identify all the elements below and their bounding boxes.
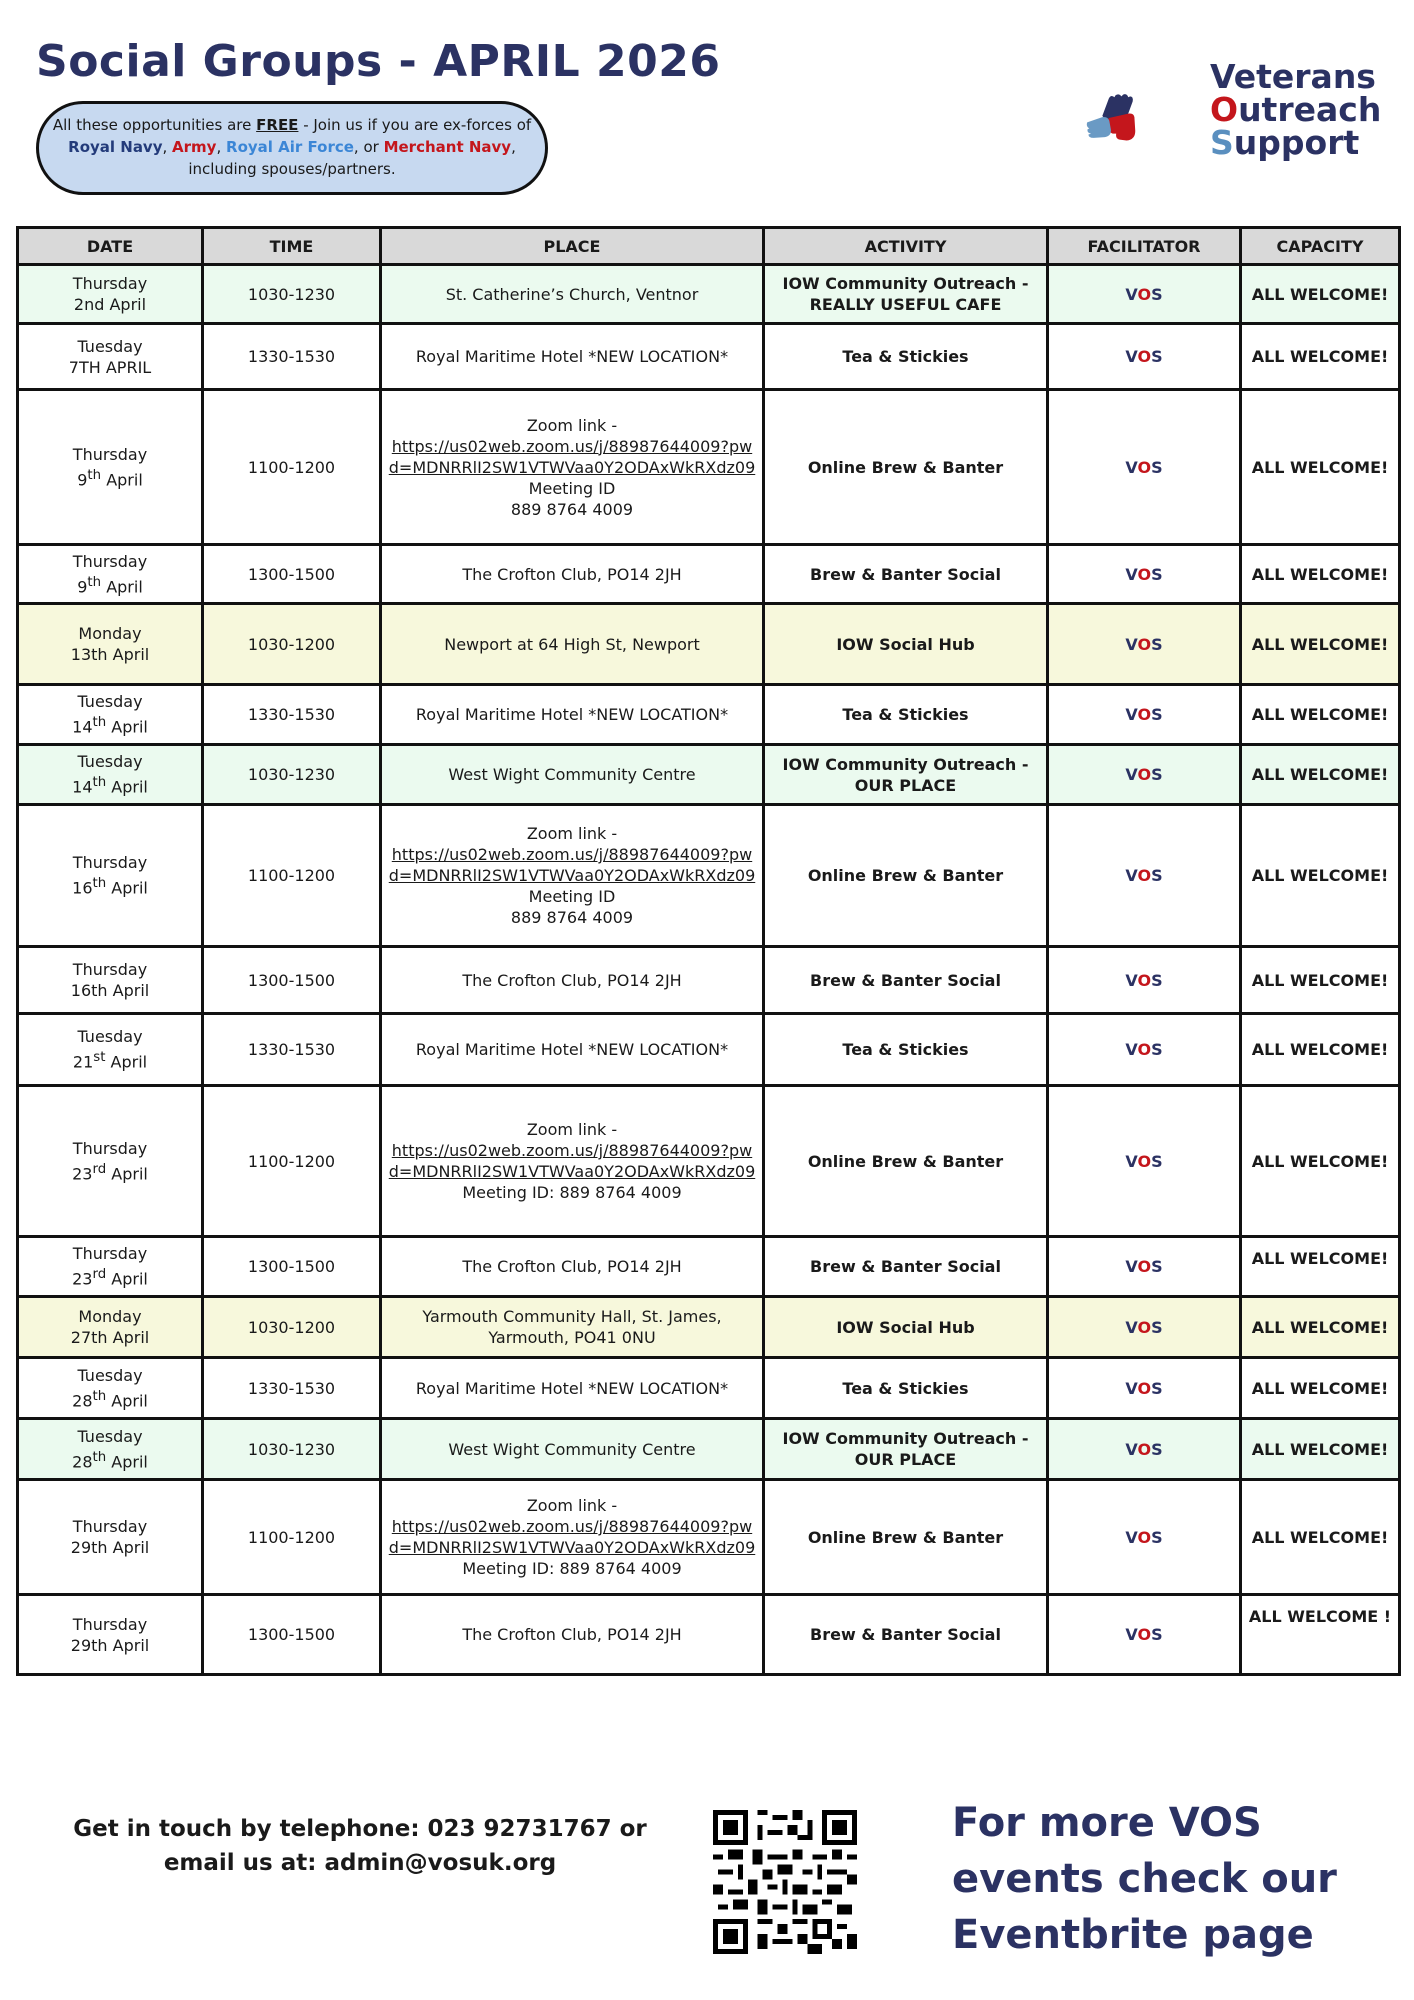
facilitator-cell xyxy=(1048,1086,1241,1237)
facilitator-cell xyxy=(1048,390,1241,545)
note-text-3: including spouses/partners. xyxy=(188,160,396,178)
contact-phone: Get in touch by telephone: 023 92731767 or xyxy=(73,1816,647,1842)
fac-s: S xyxy=(1151,347,1163,366)
fac-o: O xyxy=(1137,564,1152,584)
table-row xyxy=(18,1480,1400,1595)
fac-v: V xyxy=(1125,284,1138,304)
day-text: Thursday xyxy=(72,960,148,979)
time-cell: 1030-1200 xyxy=(203,604,381,685)
fac-s: S xyxy=(1151,1040,1163,1059)
fac-s: S xyxy=(1151,634,1163,654)
fac-s: S xyxy=(1151,1527,1163,1547)
date-cell xyxy=(18,1419,203,1480)
activity-cell: IOW Community Outreach - OUR PLACE xyxy=(764,745,1048,805)
facilitator-cell xyxy=(1048,604,1241,685)
time-cell: 1330-1530 xyxy=(203,324,381,390)
date-month: April xyxy=(105,1052,148,1072)
header-place: PLACE xyxy=(381,228,764,265)
note-royal-navy: Royal Navy xyxy=(68,138,163,156)
contact-email[interactable]: email us at: admin@vosuk.org xyxy=(163,1850,557,1876)
day-text: Monday xyxy=(78,1307,142,1326)
date-suffix: rd xyxy=(92,1267,107,1283)
capacity-cell: ALL WELCOME! xyxy=(1241,805,1400,947)
logo-o: O xyxy=(1210,90,1239,129)
table-row xyxy=(18,545,1400,604)
meeting-label: Meeting ID xyxy=(528,887,616,906)
date-cell xyxy=(18,265,203,324)
date-suffix: th xyxy=(92,1449,107,1465)
activity-cell: IOW Social Hub xyxy=(764,1297,1048,1358)
capacity-cell: ALL WELCOME! xyxy=(1241,1358,1400,1419)
date-num: 16 xyxy=(72,878,93,898)
place-cell xyxy=(381,1480,764,1595)
table-row xyxy=(18,1237,1400,1297)
date-text: 27th April xyxy=(70,1328,150,1347)
capacity-cell: ALL WELCOME! xyxy=(1241,1419,1400,1480)
fac-v: V xyxy=(1125,705,1138,724)
header-time: TIME xyxy=(203,228,381,265)
capacity-cell: ALL WELCOME ! xyxy=(1241,1595,1400,1675)
table-row xyxy=(18,805,1400,947)
header-activity: ACTIVITY xyxy=(764,228,1048,265)
date-suffix: th xyxy=(92,715,107,731)
activity-cell: Tea & Stickies xyxy=(764,1014,1048,1086)
capacity-cell: ALL WELCOME! xyxy=(1241,947,1400,1014)
fac-s: S xyxy=(1151,564,1163,584)
meeting-id: Meeting ID: 889 8764 4009 xyxy=(462,1559,682,1578)
facilitator-cell xyxy=(1048,1237,1241,1297)
page-title: Social Groups - APRIL 2026 xyxy=(36,36,721,87)
day-text: Thursday xyxy=(72,1244,148,1264)
table-row xyxy=(18,947,1400,1014)
meeting-id: Meeting ID: 889 8764 4009 xyxy=(462,1183,682,1202)
place-cell: West Wight Community Centre xyxy=(381,1419,764,1480)
schedule-table xyxy=(16,226,1401,1676)
zoom-label: Zoom link - xyxy=(526,824,618,843)
zoom-link[interactable]: https://us02web.zoom.us/j/88987644009?pwd=MDNRRlI2SW1VTWVaa0Y2ODAxWkRXdz09 xyxy=(388,845,756,885)
date-text: 13th April xyxy=(70,645,150,664)
day-text: Thursday xyxy=(72,274,148,293)
date-cell xyxy=(18,1480,203,1595)
note-sep: , xyxy=(216,138,227,156)
fac-v: V xyxy=(1125,1527,1138,1547)
place-cell xyxy=(381,805,764,947)
day-text: Tuesday xyxy=(77,692,143,712)
table-row xyxy=(18,324,1400,390)
meeting-id: 889 8764 4009 xyxy=(510,908,634,927)
date-month: April xyxy=(101,577,143,597)
time-cell: 1100-1200 xyxy=(203,805,381,947)
zoom-link[interactable]: https://us02web.zoom.us/j/88987644009?pwd=MDNRRlI2SW1VTWVaa0Y2ODAxWkRXdz09 xyxy=(388,1517,756,1557)
table-row xyxy=(18,1419,1400,1480)
date-suffix: rd xyxy=(92,1161,107,1177)
date-month: April xyxy=(106,717,148,737)
date-text: 2nd April xyxy=(73,295,147,314)
time-cell: 1100-1200 xyxy=(203,1086,381,1237)
note-text-2: - Join us if you are ex-forces of xyxy=(298,116,532,134)
activity-cell: Tea & Stickies xyxy=(764,685,1048,745)
date-cell xyxy=(18,1086,203,1237)
fac-s: S xyxy=(1151,1151,1163,1171)
logo-line-1: Veterans xyxy=(1210,57,1376,96)
capacity-cell: ALL WELCOME! xyxy=(1241,604,1400,685)
day-text: Thursday xyxy=(72,551,148,571)
table-row xyxy=(18,1297,1400,1358)
place-cell: The Crofton Club, PO14 2JH xyxy=(381,1595,764,1675)
activity-cell: Online Brew & Banter xyxy=(764,390,1048,545)
place-cell: Royal Maritime Hotel *NEW LOCATION* xyxy=(381,324,764,390)
facilitator-cell xyxy=(1048,745,1241,805)
facilitator-cell xyxy=(1048,324,1241,390)
fac-o: O xyxy=(1137,1040,1152,1059)
date-cell xyxy=(18,685,203,745)
date-num: 28 xyxy=(72,1391,93,1411)
activity-cell: Online Brew & Banter xyxy=(764,1086,1048,1237)
fac-v: V xyxy=(1125,866,1138,885)
fac-o: O xyxy=(1137,866,1152,885)
date-cell xyxy=(18,745,203,805)
header-capacity: CAPACITY xyxy=(1241,228,1400,265)
zoom-link[interactable]: https://us02web.zoom.us/j/88987644009?pwd=MDNRRlI2SW1VTWVaa0Y2ODAxWkRXdz09 xyxy=(388,1141,756,1181)
note-free: FREE xyxy=(256,116,299,134)
facilitator-cell xyxy=(1048,1358,1241,1419)
fac-s: S xyxy=(1151,457,1163,477)
table-row xyxy=(18,1014,1400,1086)
date-text: 29th April xyxy=(70,1635,150,1655)
date-month: April xyxy=(106,1452,148,1472)
table-row xyxy=(18,604,1400,685)
table-row xyxy=(18,1358,1400,1419)
activity-cell: Brew & Banter Social xyxy=(764,545,1048,604)
date-cell xyxy=(18,1014,203,1086)
date-text: 29th April xyxy=(70,1538,150,1557)
activity-cell: IOW Social Hub xyxy=(764,604,1048,685)
facilitator-cell xyxy=(1048,685,1241,745)
time-cell: 1030-1230 xyxy=(203,745,381,805)
date-cell xyxy=(18,545,203,604)
facilitator-cell xyxy=(1048,1014,1241,1086)
facilitator-cell xyxy=(1048,1297,1241,1358)
place-cell: West Wight Community Centre xyxy=(381,745,764,805)
place-cell: Yarmouth Community Hall, St. James, Yarmouth, PO41 0NU xyxy=(381,1297,764,1358)
header-facilitator: FACILITATOR xyxy=(1048,228,1241,265)
vos-logo-text xyxy=(1210,57,1382,162)
fac-o: O xyxy=(1137,1439,1152,1459)
time-cell: 1030-1200 xyxy=(203,1297,381,1358)
fac-o: O xyxy=(1137,1317,1152,1337)
date-suffix: st xyxy=(93,1050,106,1066)
fac-v: V xyxy=(1125,1151,1138,1171)
fac-v: V xyxy=(1125,564,1138,584)
capacity-cell: ALL WELCOME! xyxy=(1241,1297,1400,1358)
activity-cell: Online Brew & Banter xyxy=(764,805,1048,947)
date-suffix: th xyxy=(92,1388,107,1404)
date-text: 16th April xyxy=(70,981,150,1000)
fac-v: V xyxy=(1125,1625,1138,1644)
date-suffix: th xyxy=(92,876,107,892)
fac-o: O xyxy=(1137,1257,1152,1276)
time-cell: 1030-1230 xyxy=(203,1419,381,1480)
logo-support: upport xyxy=(1233,123,1360,162)
place-cell: The Crofton Club, PO14 2JH xyxy=(381,1237,764,1297)
fac-s: S xyxy=(1151,705,1163,724)
logo-s: S xyxy=(1210,123,1234,162)
date-text: 7TH APRIL xyxy=(68,357,152,377)
fac-v: V xyxy=(1125,634,1138,654)
day-text: Tuesday xyxy=(77,1027,143,1047)
date-cell xyxy=(18,1297,203,1358)
time-cell: 1100-1200 xyxy=(203,390,381,545)
fac-o: O xyxy=(1137,347,1152,366)
day-text: Thursday xyxy=(72,1614,148,1634)
fac-s: S xyxy=(1151,1625,1163,1644)
date-month: April xyxy=(106,777,148,797)
table-row xyxy=(18,265,1400,324)
place-cell: Royal Maritime Hotel *NEW LOCATION* xyxy=(381,1358,764,1419)
note-sep: , or xyxy=(353,138,384,156)
date-suffix: th xyxy=(92,775,107,791)
note-text-1: All these opportunities are xyxy=(52,116,257,134)
facilitator-cell xyxy=(1048,947,1241,1014)
date-month: April xyxy=(106,878,148,898)
date-month: April xyxy=(106,1391,148,1411)
logo-line-3 xyxy=(1210,123,1381,162)
date-num: 23 xyxy=(72,1269,93,1289)
time-cell: 1330-1530 xyxy=(203,1358,381,1419)
fac-v: V xyxy=(1125,970,1138,990)
fac-o: O xyxy=(1137,634,1152,654)
time-cell: 1300-1500 xyxy=(203,1237,381,1297)
fac-o: O xyxy=(1137,284,1152,304)
time-cell: 1030-1230 xyxy=(203,265,381,324)
fac-s: S xyxy=(1151,284,1163,304)
place-cell: The Crofton Club, PO14 2JH xyxy=(381,947,764,1014)
note-sep: , xyxy=(162,138,173,156)
zoom-link[interactable]: https://us02web.zoom.us/j/88987644009?pwd=MDNRRlI2SW1VTWVaa0Y2ODAxWkRXdz09 xyxy=(388,436,756,477)
table-row xyxy=(18,1595,1400,1675)
day-text: Tuesday xyxy=(77,1426,143,1446)
meeting-label: Meeting ID xyxy=(528,478,616,498)
logo-line-2 xyxy=(1210,90,1382,129)
time-cell: 1300-1500 xyxy=(203,947,381,1014)
date-cell xyxy=(18,1595,203,1675)
vos-logo-hands-icon xyxy=(1085,58,1215,178)
fac-s: S xyxy=(1151,1257,1163,1276)
fac-o: O xyxy=(1137,970,1152,990)
facilitator-cell xyxy=(1048,265,1241,324)
time-cell: 1330-1530 xyxy=(203,685,381,745)
fac-o: O xyxy=(1137,1378,1152,1398)
fac-o: O xyxy=(1137,1527,1152,1547)
activity-cell: Tea & Stickies xyxy=(764,324,1048,390)
capacity-cell: ALL WELCOME! xyxy=(1241,324,1400,390)
zoom-label: Zoom link - xyxy=(526,1120,618,1139)
table-header-row xyxy=(18,228,1400,265)
facilitator-cell xyxy=(1048,545,1241,604)
date-cell xyxy=(18,1358,203,1419)
fac-v: V xyxy=(1125,1378,1138,1398)
date-num: 14 xyxy=(72,717,93,737)
day-text: Thursday xyxy=(72,1517,148,1536)
capacity-cell: ALL WELCOME! xyxy=(1241,265,1400,324)
facilitator-cell xyxy=(1048,1480,1241,1595)
date-month: April xyxy=(101,470,143,490)
table-row xyxy=(18,685,1400,745)
fac-v: V xyxy=(1125,1257,1138,1276)
date-suffix: th xyxy=(87,574,102,590)
place-cell: The Crofton Club, PO14 2JH xyxy=(381,545,764,604)
zoom-label: Zoom link - xyxy=(526,1496,618,1515)
logo-outreach: utreach xyxy=(1238,90,1382,129)
day-text: Thursday xyxy=(72,444,148,464)
time-cell: 1100-1200 xyxy=(203,1480,381,1595)
capacity-cell: ALL WELCOME! xyxy=(1241,390,1400,545)
activity-cell: IOW Community Outreach - REALLY USEFUL CAFE xyxy=(764,265,1048,324)
note-sep: , xyxy=(511,138,516,156)
capacity-cell: ALL WELCOME! xyxy=(1241,1014,1400,1086)
place-cell: Royal Maritime Hotel *NEW LOCATION* xyxy=(381,1014,764,1086)
fac-o: O xyxy=(1137,1151,1152,1171)
place-cell xyxy=(381,1086,764,1237)
fac-o: O xyxy=(1137,1625,1152,1644)
place-cell: Newport at 64 High St, Newport xyxy=(381,604,764,685)
day-text: Thursday xyxy=(72,1138,148,1158)
capacity-cell: ALL WELCOME! xyxy=(1241,545,1400,604)
date-cell xyxy=(18,324,203,390)
fac-v: V xyxy=(1125,1317,1138,1337)
place-cell xyxy=(381,390,764,545)
note-raf: Royal Air Force xyxy=(226,138,354,156)
date-month: April xyxy=(106,1164,148,1184)
date-num: 21 xyxy=(72,1052,94,1072)
fac-v: V xyxy=(1125,1040,1138,1059)
fac-s: S xyxy=(1151,1378,1163,1398)
activity-cell: IOW Community Outreach - OUR PLACE xyxy=(764,1419,1048,1480)
table-row xyxy=(18,390,1400,545)
date-num: 28 xyxy=(72,1452,93,1472)
fac-s: S xyxy=(1151,765,1163,784)
header-date: DATE xyxy=(18,228,203,265)
date-cell xyxy=(18,805,203,947)
time-cell: 1300-1500 xyxy=(203,1595,381,1675)
fac-s: S xyxy=(1151,970,1163,990)
contact-info xyxy=(60,1812,660,1880)
fac-v: V xyxy=(1125,457,1138,477)
facilitator-cell xyxy=(1048,805,1241,947)
eventbrite-promo: For more VOS events check our Eventbrite page xyxy=(952,1800,1337,1958)
day-text: Tuesday xyxy=(77,1365,143,1385)
date-cell xyxy=(18,1237,203,1297)
place-cell: Royal Maritime Hotel *NEW LOCATION* xyxy=(381,685,764,745)
date-num: 9 xyxy=(77,577,88,597)
fac-o: O xyxy=(1137,705,1152,724)
day-text: Thursday xyxy=(72,853,148,873)
fac-s: S xyxy=(1151,1439,1163,1459)
time-cell: 1300-1500 xyxy=(203,545,381,604)
day-text: Tuesday xyxy=(77,752,143,772)
date-cell xyxy=(18,604,203,685)
capacity-cell: ALL WELCOME! xyxy=(1241,685,1400,745)
fac-s: S xyxy=(1151,866,1163,885)
fac-o: O xyxy=(1137,457,1152,477)
activity-cell: Brew & Banter Social xyxy=(764,947,1048,1014)
date-num: 9 xyxy=(77,470,88,490)
fac-v: V xyxy=(1125,1439,1138,1459)
activity-cell: Brew & Banter Social xyxy=(764,1237,1048,1297)
table-row xyxy=(18,1086,1400,1237)
fac-s: S xyxy=(1151,1317,1163,1337)
capacity-cell: ALL WELCOME! xyxy=(1241,745,1400,805)
date-cell xyxy=(18,947,203,1014)
activity-cell: Online Brew & Banter xyxy=(764,1480,1048,1595)
eligibility-note xyxy=(36,101,548,195)
date-num: 14 xyxy=(72,777,93,797)
facilitator-cell xyxy=(1048,1419,1241,1480)
table-row xyxy=(18,745,1400,805)
note-merchant-navy: Merchant Navy xyxy=(383,138,512,156)
meeting-id: 889 8764 4009 xyxy=(510,499,634,519)
date-month: April xyxy=(106,1269,148,1289)
day-text: Tuesday xyxy=(77,336,143,356)
time-cell: 1330-1530 xyxy=(203,1014,381,1086)
qr-code-icon[interactable] xyxy=(713,1810,857,1954)
day-text: Monday xyxy=(78,624,142,643)
activity-cell: Tea & Stickies xyxy=(764,1358,1048,1419)
date-num: 23 xyxy=(72,1164,93,1184)
date-suffix: th xyxy=(87,467,102,483)
facilitator-cell xyxy=(1048,1595,1241,1675)
zoom-label: Zoom link - xyxy=(526,415,618,435)
fac-v: V xyxy=(1125,765,1138,784)
activity-cell: Brew & Banter Social xyxy=(764,1595,1048,1675)
capacity-cell: ALL WELCOME! xyxy=(1241,1086,1400,1237)
date-cell xyxy=(18,390,203,545)
capacity-cell: ALL WELCOME! xyxy=(1241,1237,1400,1297)
place-cell: St. Catherine’s Church, Ventnor xyxy=(381,265,764,324)
fac-o: O xyxy=(1137,765,1152,784)
note-army: Army xyxy=(172,138,217,156)
capacity-cell: ALL WELCOME! xyxy=(1241,1480,1400,1595)
fac-v: V xyxy=(1125,347,1138,366)
